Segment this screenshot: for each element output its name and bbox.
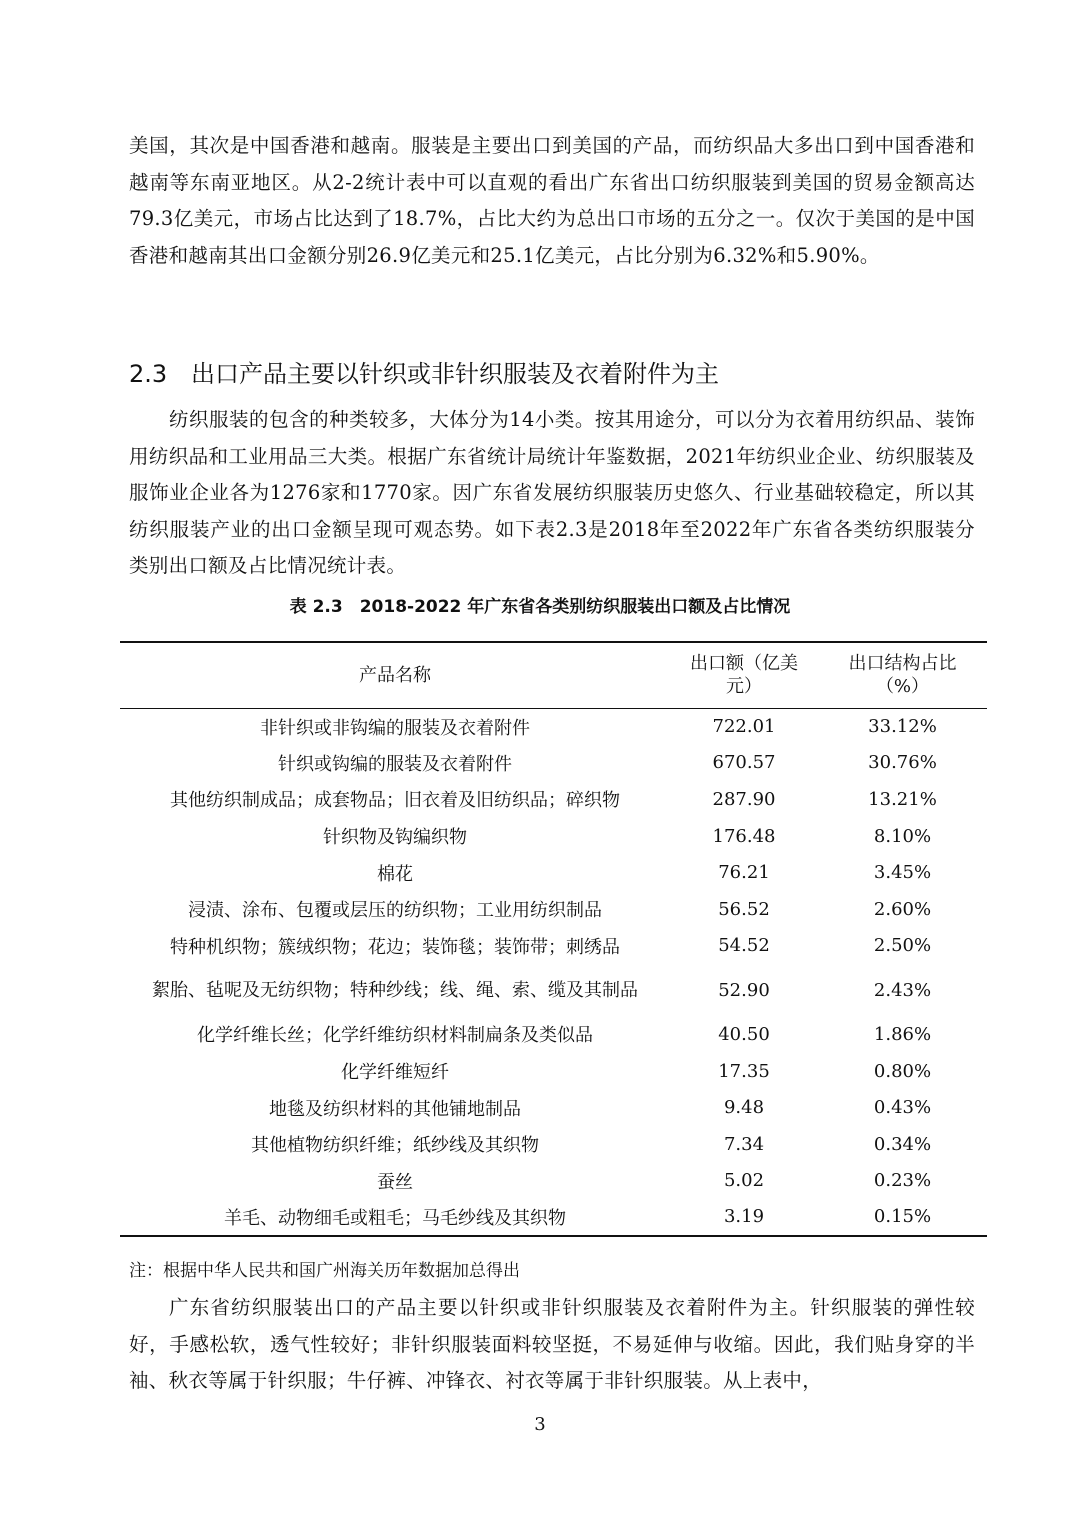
- header-product-name: 产品名称: [120, 642, 670, 708]
- product-name-cell: 非针织或非钩编的服装及衣着附件: [260, 717, 530, 739]
- product-name-cell: 化学纤维长丝；化学纤维纺织材料制扁条及类似品: [197, 1025, 593, 1047]
- table-row: [120, 1163, 987, 1200]
- export-amount-cell: 287.90: [712, 788, 776, 810]
- export-amount-cell: 3.19: [670, 1199, 818, 1236]
- export-share-cell: 33.12%: [868, 716, 937, 738]
- section-title: 出口产品主要以针织或非针织服装及衣着附件为主: [191, 360, 719, 388]
- export-amount-cell: 7.34: [723, 1133, 765, 1155]
- export-amount-cell: 670.57: [712, 752, 776, 774]
- product-name-cell: 其他植物纺织纤维；纸纱线及其织物: [251, 1135, 539, 1157]
- table-row: [120, 818, 987, 855]
- product-name-cell: 蚕丝: [377, 1171, 413, 1193]
- table-row: [120, 964, 987, 1016]
- product-name-cell: 棉花: [377, 863, 413, 885]
- export-amount-cell: 176.48: [712, 825, 776, 847]
- export-share-cell: 3.45%: [873, 862, 932, 884]
- export-amount-cell: 722.01: [712, 716, 776, 738]
- product-name-cell: 羊毛、动物细毛或粗毛；马毛纱线及其织物: [120, 1199, 670, 1236]
- body-paragraph: 纺织服装的包含的种类较多，大体分为14小类。按其用途分，可以分为衣着用纺织品、装饰用纺织品和工业用品三大类。根据广东省统计局统计年鉴数据，2021年纺织业企业、纺织服装及服饰业企业各为1276家和1770家。因广东省发展纺织服装历史悠久、行业基础较稳定，所以其纺织服装产业的出口金额呈现可观态势。如下表2.3是2018年至2022年广东省各类纺织服装分类别出口额及占比情况统计表。: [129, 408, 975, 577]
- table-row: [120, 1016, 987, 1053]
- table-row: [120, 708, 987, 745]
- export-amount-cell: 17.35: [718, 1060, 770, 1082]
- table-row: [120, 1089, 987, 1126]
- table-row: [120, 1126, 987, 1163]
- table-row: [120, 745, 987, 782]
- export-share-cell: 13.21%: [868, 788, 937, 810]
- table-header-row: [120, 642, 987, 708]
- table-row: [120, 928, 987, 965]
- export-share-cell: 0.34%: [873, 1133, 932, 1155]
- page-number: 3: [534, 1414, 546, 1435]
- export-amount-cell: 9.48: [723, 1097, 765, 1119]
- export-share-cell: 2.60%: [873, 898, 932, 920]
- product-name-cell: 化学纤维短纤: [341, 1062, 449, 1084]
- product-name-cell: 地毯及纺织材料的其他铺地制品: [269, 1098, 521, 1120]
- section-heading: [129, 356, 719, 392]
- export-amount-cell: 56.52: [718, 898, 770, 920]
- product-name-cell: 针织物及钩编织物: [323, 827, 467, 849]
- export-share-cell: 0.15%: [818, 1199, 987, 1236]
- export-share-cell: 8.10%: [873, 825, 932, 847]
- table-row: [120, 781, 987, 818]
- export-table: [120, 641, 987, 1237]
- product-name-cell: 针织或钩编的服装及衣着附件: [278, 753, 512, 775]
- intro-paragraph: 美国，其次是中国香港和越南。服装是主要出口到美国的产品，而纺织品大多出口到中国香港和越南等东南亚地区。从2-2统计表中可以直观的看出广东省出口纺织服装到美国的贸易金额高达79.3亿美元，市场占比达到了18.7%，占比大约为总出口市场的五分之一。仅次于美国的是中国香港和越南其出口金额分别26.9亿美元和25.1亿美元，占比分别为6.32%和5.90%。: [129, 134, 975, 267]
- section-number: 2.3: [129, 360, 168, 388]
- export-share-cell: 30.76%: [868, 752, 937, 774]
- export-share-cell: 0.23%: [873, 1170, 932, 1192]
- export-amount-cell: 52.90: [718, 979, 770, 1001]
- table-row: [120, 1199, 987, 1236]
- export-share-cell: 0.43%: [873, 1097, 932, 1119]
- export-amount-cell: 76.21: [718, 862, 770, 884]
- export-amount-cell: 5.02: [723, 1170, 765, 1192]
- product-name-cell: 其他纺织制成品；成套物品；旧衣着及旧纺织品；碎织物: [170, 790, 620, 812]
- product-name-cell: 絮胎、毡呢及无纺织物；特种纱线；线、绳、索、缆及其制品: [152, 979, 638, 1001]
- table-row: [120, 854, 987, 891]
- header-export-amount: 出口额（亿美元）: [670, 642, 818, 708]
- export-amount-cell: 40.50: [718, 1023, 770, 1045]
- header-export-share: 出口结构占比（%）: [818, 642, 987, 708]
- product-name-cell: 浸渍、涂布、包覆或层压的纺织物；工业用纺织制品: [188, 900, 602, 922]
- export-share-cell: 2.43%: [873, 979, 932, 1001]
- table-row: [120, 891, 987, 928]
- table-note: 注：根据中华人民共和国广州海关历年数据加总得出: [129, 1261, 520, 1281]
- export-amount-cell: 54.52: [718, 935, 770, 957]
- table-row: [120, 1053, 987, 1090]
- export-share-cell: 0.80%: [873, 1060, 932, 1082]
- closing-paragraph: 广东省纺织服装出口的产品主要以针织或非针织服装及衣着附件为主。针织服装的弹性较好，手感松软，透气性较好；非针织服装面料较坚挺，不易延伸与收缩。因此，我们贴身穿的半袖、秋衣等属于针织服；牛仔裤、冲锋衣、衬衣等属于非针织服装。从上表中，: [129, 1296, 975, 1392]
- export-share-cell: 1.86%: [873, 1023, 932, 1045]
- table-caption: 表 2.3 2018-2022 年广东省各类别纺织服装出口额及占比情况: [289, 597, 791, 617]
- product-name-cell: 特种机织物；簇绒织物；花边；装饰毯；装饰带；刺绣品: [170, 936, 620, 958]
- export-share-cell: 2.50%: [873, 935, 932, 957]
